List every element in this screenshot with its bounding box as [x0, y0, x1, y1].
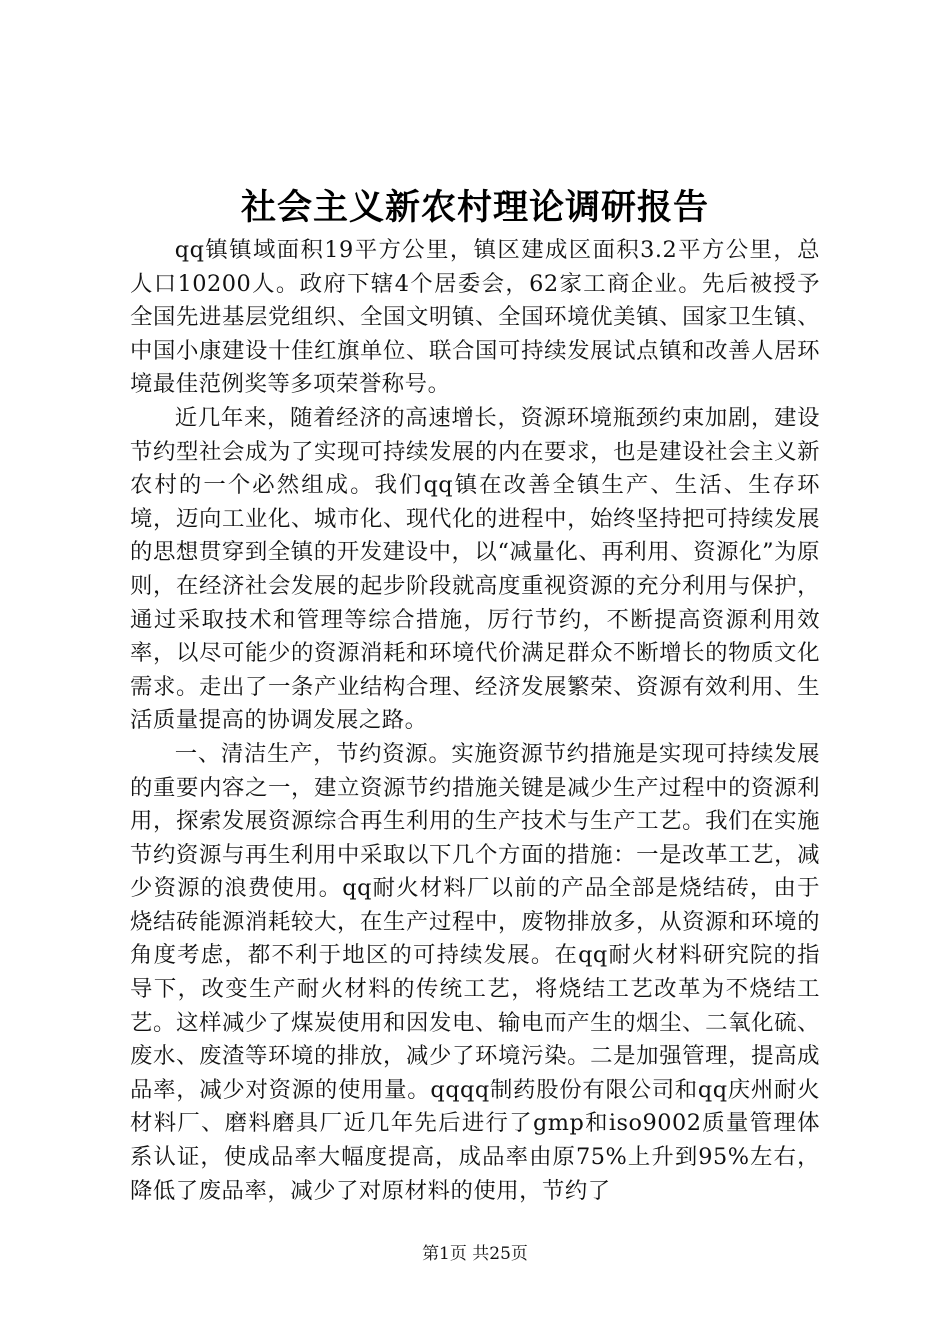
document-title: 社会主义新农村理论调研报告 [240, 187, 709, 228]
paragraph-3: 一、清洁生产，节约资源。实施资源节约措施是实现可持续发展的重要内容之一，建立资源节约措施关键是减少生产过程中的资源利用，探索发展资源综合再生利用的生产技术与生产工艺。我们在实施节约资源与再生利用中采取以下几个方面的措施：一是改革工艺，减少资源的浪费使用。qq耐火材料厂以前的产品全部是烧结砖，由于烧结砖能源消耗较大，在生产过程中，废物排放多，从资源和环境的角度考虑，都不利于地区的可持续发展。在qq耐火材料研究院的指导下，改变生产耐火材料的传统工艺，将烧结工艺改革为不烧结工艺。这样减少了煤炭使用和因发电、输电而产生的烟尘、二氧化硫、废水、废渣等环境的排放，减少了环境污染。二是加强管理，提高成品率，减少对资源的使用量。qqqq制药股份有限公司和qq庆州耐火材料厂、磨料磨具厂近几年先后进行了gmp和iso9002质量管理体系认证，使成品率大幅度提高，成品率由原75%上升到95%左右，降低了废品率，减少了对原材料的使用，节约了 [130, 740, 820, 1204]
page-footer: 第1页 共25页 [422, 1244, 528, 1264]
paragraph-1: qq镇镇域面积19平方公里，镇区建成区面积3.2平方公里，总人口10200人。政府下辖4个居委会，62家工商企业。先后被授予全国先进基层党组织、全国文明镇、全国环境优美镇、国家卫生镇、中国小康建设十佳红旗单位、联合国可持续发展试点镇和改善人居环境最佳范例奖等多项荣誉称号。 [130, 237, 820, 398]
document-body [130, 234, 820, 1208]
paragraph-2: 近几年来，随着经济的高速增长，资源环境瓶颈约束加剧，建设节约型社会成为了实现可持续发展的内在要求，也是建设社会主义新农村的一个必然组成。我们qq镇在改善全镇生产、生活、生存环境，迈向工业化、城市化、现代化的进程中，始终坚持把可持续发展的思想贯穿到全镇的开发建设中，以“减量化、再利用、资源化”为原则，在经济社会发展的起步阶段就高度重视资源的充分利用与保护，通过采取技术和管理等综合措施，厉行节约，不断提高资源利用效率，以尽可能少的资源消耗和环境代价满足群众不断增长的物质文化需求。走出了一条产业结构合理、经济发展繁荣、资源有效利用、生活质量提高的协调发展之路。 [130, 404, 820, 734]
